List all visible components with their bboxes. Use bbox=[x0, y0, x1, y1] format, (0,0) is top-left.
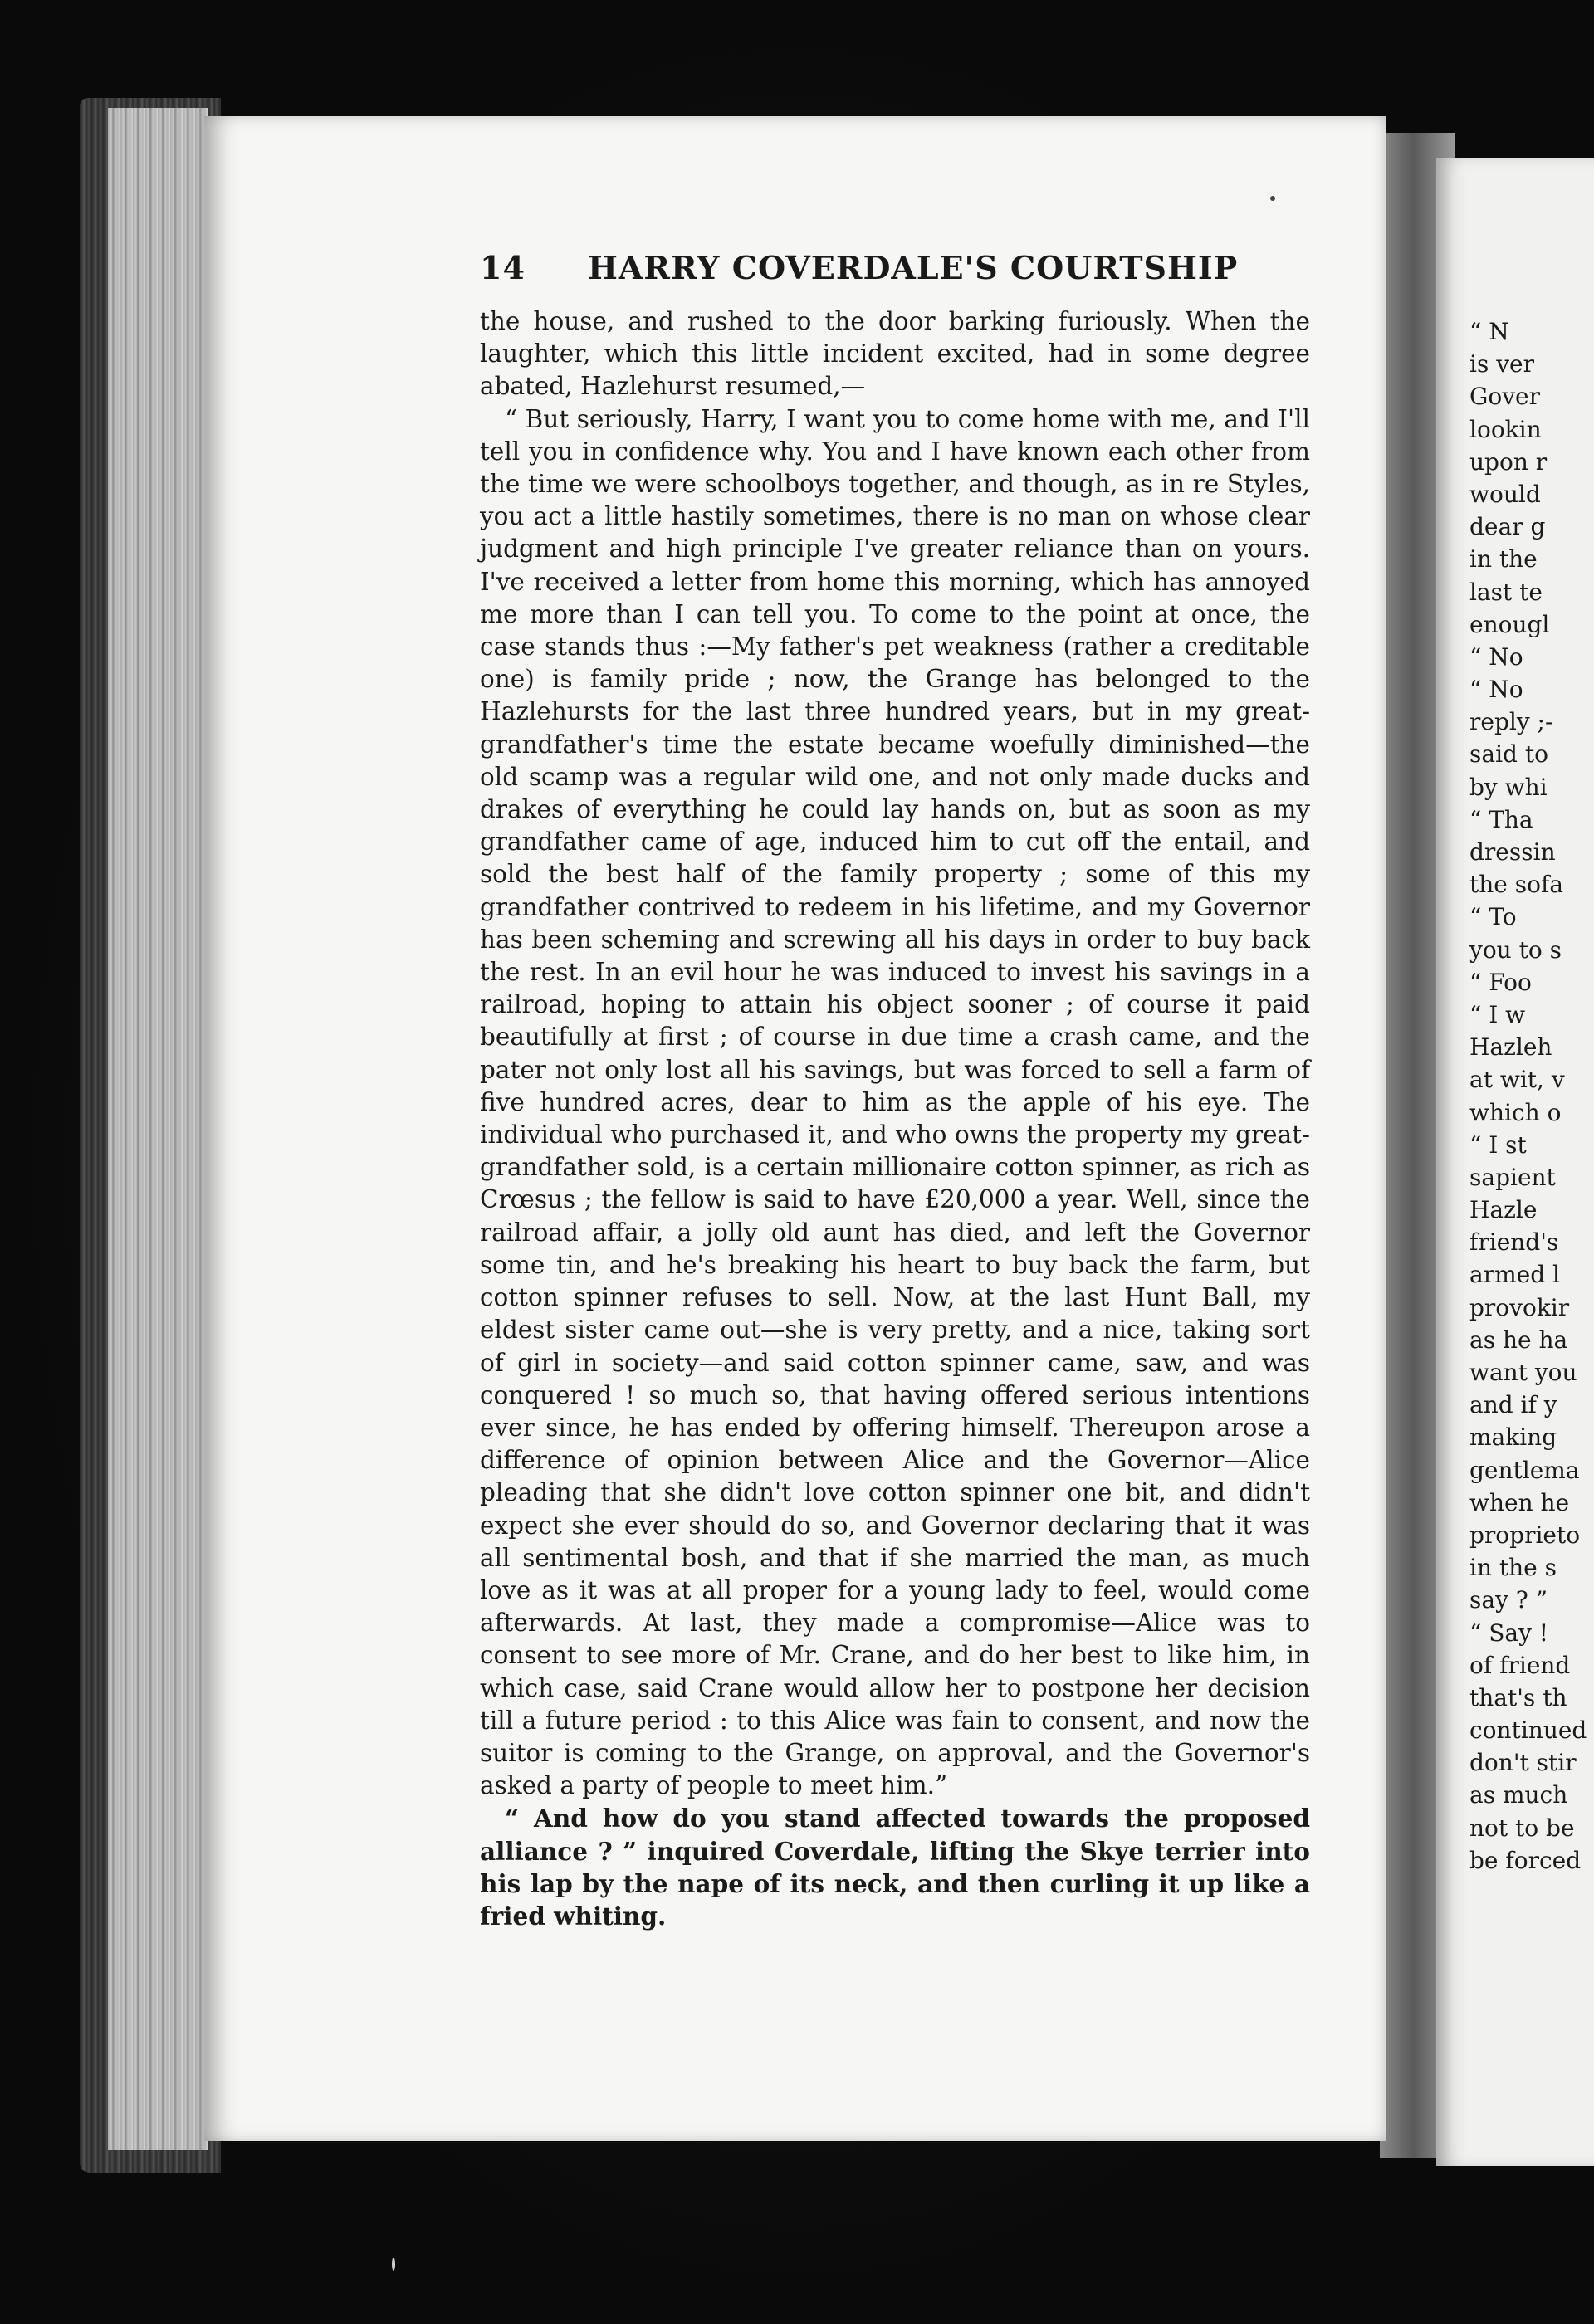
facing-page-line: dear g bbox=[1469, 513, 1546, 541]
facing-page-line: at wit, v bbox=[1469, 1066, 1565, 1094]
page-number: 14 bbox=[480, 249, 526, 286]
film-speck bbox=[392, 2258, 395, 2271]
facing-page-line: “ To bbox=[1469, 903, 1517, 931]
facing-page-line: upon r bbox=[1469, 447, 1548, 476]
paragraph: the house, and rushed to the door barking furiously. When the laughter, which this little incident excited, had in some degree abated, Hazlehurst resumed,— bbox=[480, 307, 1310, 401]
facing-page-line: is ver bbox=[1469, 350, 1534, 378]
running-head-title: HARRY COVERDALE'S COURTSHIP bbox=[588, 249, 1239, 286]
facing-page-line: “ I st bbox=[1469, 1130, 1527, 1159]
facing-page-line: the sofa bbox=[1469, 871, 1564, 899]
facing-page-line: want you bbox=[1469, 1359, 1577, 1386]
facing-page-line: Gover bbox=[1469, 383, 1540, 411]
facing-page-line: would bbox=[1469, 480, 1541, 508]
facing-page-line: that's th bbox=[1469, 1683, 1567, 1711]
facing-page-line: as he ha bbox=[1469, 1326, 1568, 1354]
facing-page-line: “ Foo bbox=[1469, 968, 1532, 996]
facing-page-line: making bbox=[1469, 1423, 1557, 1452]
facing-page-line: sapient bbox=[1469, 1163, 1556, 1191]
facing-page-line: not to be bbox=[1469, 1814, 1575, 1842]
body-text bbox=[480, 305, 1310, 1932]
facing-page-line: don't stir bbox=[1469, 1749, 1577, 1777]
facing-page-line: friend's bbox=[1469, 1228, 1559, 1257]
facing-page-line: which o bbox=[1469, 1098, 1562, 1126]
paragraph: “ And how do you stand affected towards the proposed alliance ? ” inquired Coverdale, lifting the Skye terrier into his lap by the nape of its neck, and then curling it up like a fried whiting. bbox=[480, 1804, 1310, 1931]
facing-page-line: “ Say ! bbox=[1469, 1618, 1549, 1647]
facing-page-line: as much bbox=[1469, 1781, 1568, 1809]
facing-page-line: in the bbox=[1469, 545, 1538, 574]
paragraph: “ But seriously, Harry, I want you to come home with me, and I'll tell you in confidence why. You and I have known each other from the time we were schoolboys together, and though, as in re Styles, you act a little hastily sometimes, there is no man on whose clear judgment and high principle I've greater reliance than on yours. I've received a letter from home this morning, which has annoyed me more than I can tell you. To come to the point at once, the case stands thus :—My father's pet weakness (rather a creditable one) is family pride ; now, the Grange has belonged to the Hazlehursts for the last three hundred years, but in my great-grandfather's time the estate became woefully diminished—the old scamp was a regular wild one, and not only made ducks and drakes of everything he could lay hands on, but as soon as my grandfather came of age, induced him to cut off the entail, and sold the best half of the family property ; some of this my grandfather contrived to redeem in his lifetime, and my Governor has been scheming and screwing all his days in order to buy back the rest. In an evil hour he was induced to invest his savings in a railroad, hoping to attain his object sooner ; of course it paid beautifully at first ; of course in due time a crash came, and the pater not only lost all his savings, but was forced to sell a farm of five hundred acres, dear to him as the apple of his eye. The individual who purchased it, and who owns the property my great-grandfather sold, is a certain millionaire cotton spinner, as rich as Crœsus ; the fellow is said to have £20,000 a year. Well, since the railroad affair, a jolly old aunt has died, and left the Governor some tin, and he's breaking his heart to buy back the farm, but cotton spinner refuses to sell. Now, at the last Hunt Ball, my eldest sister came out—she is very pretty, and a nice, taking sort of girl in society—and said cotton spinner came, saw, and was conquered ! so much so, that having offered serious intentions ever since, he has ended by offering himself. Thereupon arose a difference of opinion between Alice and the Governor—Alice pleading that she didn't love cotton spinner one bit, and didn't expect she ever should do so, and Governor declaring that it was all sentimental bosh, and that if she married the man, as much love as it was at all proper for a young lady to feel, would come afterwards. At last, they made a compromise—Alice was to consent to see more of Mr. Crane, and do her best to like him, in which case, said Crane would allow her to postpone her decision till a future period : to this Alice was fain to consent, and now the suitor is coming to the Grange, on approval, and the Governor's asked a party of people to meet him.” bbox=[480, 404, 1310, 1800]
facing-page-line: say ? ” bbox=[1469, 1586, 1548, 1614]
facing-page-line: “ No bbox=[1469, 676, 1523, 704]
facing-page-line: “ I w bbox=[1469, 1000, 1526, 1028]
facing-page-line: provokir bbox=[1469, 1293, 1570, 1321]
facing-page-line: dressin bbox=[1469, 838, 1556, 866]
facing-page-line: last te bbox=[1469, 578, 1543, 606]
facing-page-line: reply ;- bbox=[1469, 708, 1553, 736]
facing-page-line: armed l bbox=[1469, 1261, 1560, 1289]
facing-page-line: you to s bbox=[1469, 935, 1562, 964]
facing-page-line: Hazle bbox=[1469, 1196, 1538, 1224]
facing-page-line: “ N bbox=[1469, 318, 1509, 345]
film-speck bbox=[1270, 196, 1275, 201]
facing-page-line: “ Tha bbox=[1469, 805, 1533, 833]
facing-page-line: in the s bbox=[1469, 1554, 1557, 1582]
facing-page-line: when he bbox=[1469, 1488, 1570, 1516]
facing-page-line: enougl bbox=[1469, 610, 1550, 638]
book-page-edges-highlight bbox=[108, 108, 208, 2150]
facing-page-line: by whi bbox=[1469, 773, 1548, 801]
facing-page-line: be forced bbox=[1469, 1846, 1582, 1874]
facing-page-line: of friend bbox=[1469, 1651, 1571, 1679]
facing-page-line: lookin bbox=[1469, 415, 1542, 443]
facing-page-line: proprieto bbox=[1469, 1521, 1581, 1549]
facing-page-line: continued bbox=[1469, 1716, 1587, 1745]
running-head bbox=[480, 249, 1352, 290]
facing-page-line: said to bbox=[1469, 740, 1548, 769]
facing-page-line: and if y bbox=[1469, 1391, 1557, 1419]
facing-page-line: “ No bbox=[1469, 642, 1523, 671]
facing-page-line: Hazleh bbox=[1469, 1033, 1552, 1062]
facing-page-line: gentlema bbox=[1469, 1456, 1580, 1484]
facing-page-text bbox=[1469, 315, 1594, 1877]
